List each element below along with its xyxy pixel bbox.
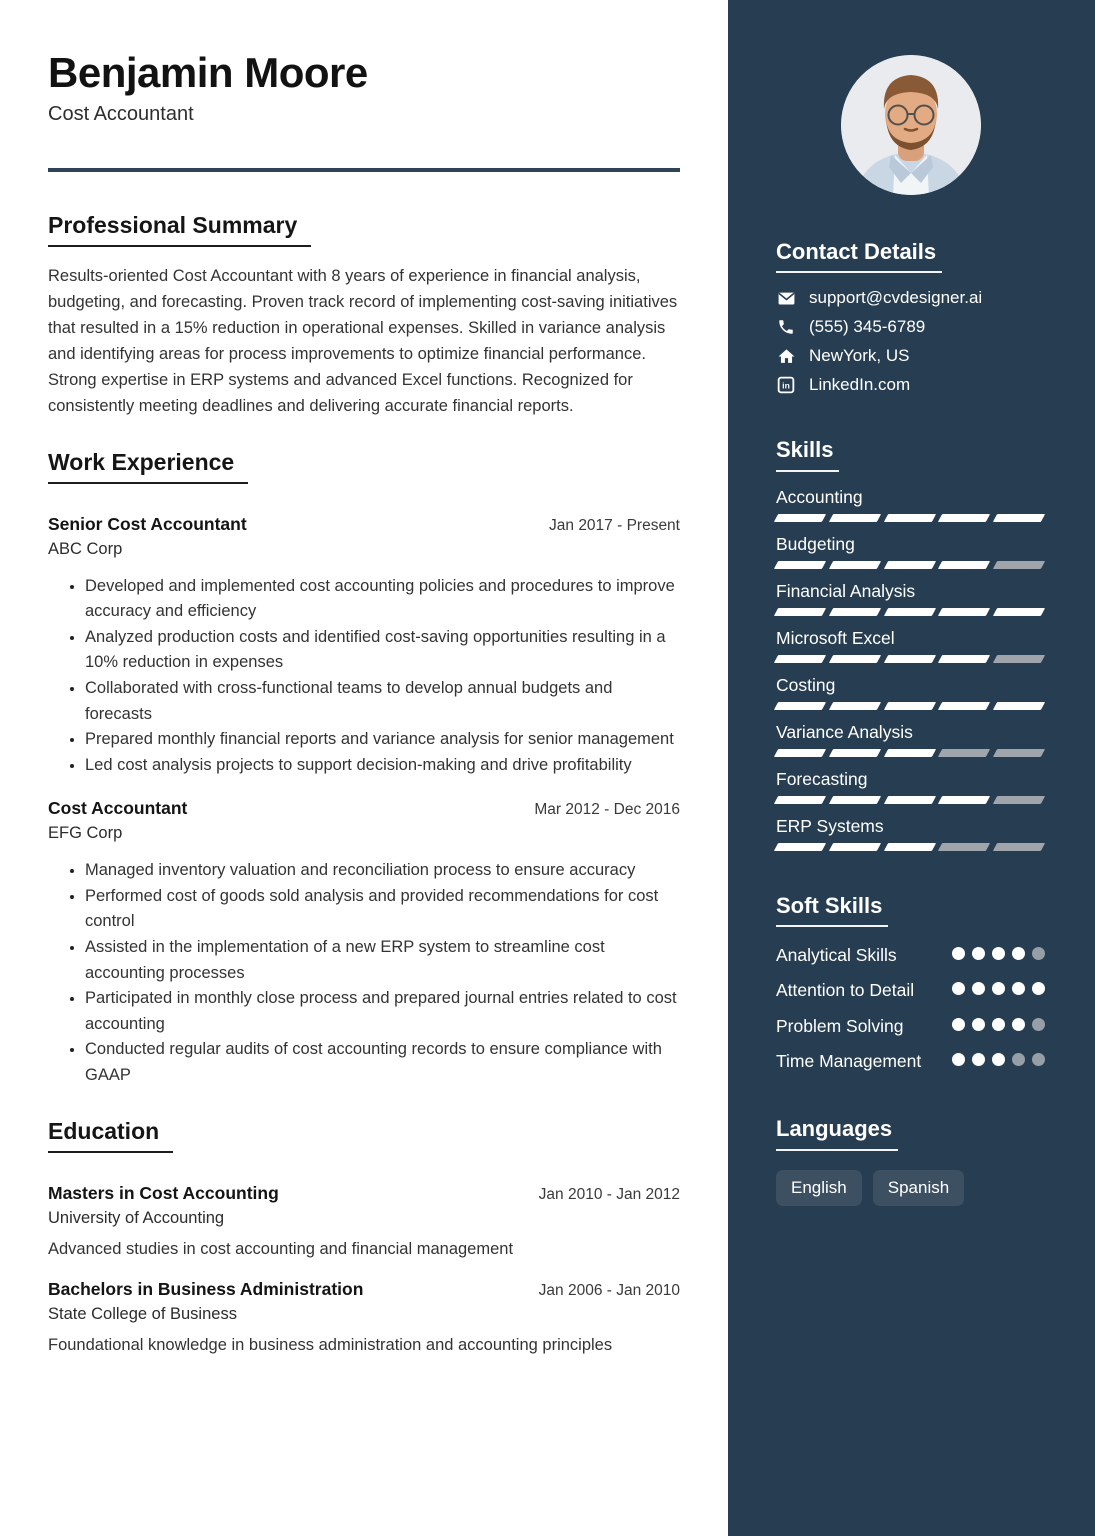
soft-skill-dot: [992, 982, 1005, 995]
skill-bar-segment: [774, 796, 826, 804]
contact-item[interactable]: [776, 346, 1045, 366]
soft-skill-dot: [992, 1018, 1005, 1031]
job-list: [48, 514, 680, 1089]
education-heading: Education: [48, 1118, 173, 1153]
skills-section: [776, 437, 1045, 850]
contact-item[interactable]: [776, 288, 1045, 308]
person-title: Cost Accountant: [48, 103, 194, 126]
skill-label: Costing: [776, 674, 836, 695]
soft-skill-dot: [1032, 1053, 1045, 1066]
soft-skill-dots: [952, 982, 1045, 995]
skill-bar-segment: [829, 843, 881, 851]
soft-skill-dot: [952, 1018, 965, 1031]
job-bullet: • Assisted in the implementation of a new ERP system to streamline cost accounting processes: [85, 935, 680, 986]
summary-section: [48, 212, 680, 419]
job-bullet: • Conducted regular audits of cost accounting records to ensure compliance with GAAP: [85, 1037, 680, 1088]
job-bullet: • Managed inventory valuation and reconciliation process to ensure accuracy: [85, 858, 680, 884]
soft-skill-dot: [1012, 947, 1025, 960]
soft-skill-dot: [992, 1053, 1005, 1066]
skill-bar-segment: [883, 561, 935, 569]
skill-bar-segment: [938, 561, 990, 569]
contact-text: support@cvdesigner.ai: [809, 288, 983, 308]
skill-item: [776, 816, 1045, 851]
skill-bar-segment: [774, 514, 826, 522]
degree-list: [48, 1183, 680, 1358]
job-dates: Mar 2012 - Dec 2016: [534, 801, 680, 819]
summary-heading: Professional Summary: [48, 212, 311, 247]
skill-bar-segment: [774, 749, 826, 757]
skill-item: [776, 628, 1045, 663]
soft-skill-dot: [1012, 1053, 1025, 1066]
skill-bar-segment: [993, 655, 1045, 663]
degree-description: Foundational knowledge in business administration and accounting principles: [48, 1335, 613, 1354]
degree-head: [48, 1279, 680, 1300]
skill-bar: [776, 749, 1043, 757]
soft-skill-dot: [952, 982, 965, 995]
phone-icon: [776, 318, 796, 336]
skill-bar: [776, 514, 1043, 522]
svg-text:in: in: [782, 380, 790, 391]
job-title: Senior Cost Accountant: [48, 513, 247, 534]
job-bullet: • Performed cost of goods sold analysis and provided recommendations for cost control: [85, 884, 680, 935]
skill-item: [776, 675, 1045, 710]
skill-label: Accounting: [776, 486, 863, 507]
soft-skill-dot: [1032, 947, 1045, 960]
job-bullet: • Led cost analysis projects to support decision-making and drive profitability: [85, 753, 680, 779]
skill-bar-segment: [883, 796, 935, 804]
soft-skill-label: Attention to Detail: [776, 980, 915, 1001]
job-entry: [48, 798, 680, 1088]
home-icon: [776, 347, 796, 366]
contact-text: LinkedIn.com: [809, 375, 911, 395]
job-dates: Jan 2017 - Present: [549, 516, 680, 534]
contact-section: [776, 239, 1045, 395]
contact-heading: Contact Details: [776, 239, 942, 273]
skill-bar-segment: [829, 608, 881, 616]
skill-bar: [776, 843, 1043, 851]
skill-bar: [776, 796, 1043, 804]
soft-skill-item: [776, 977, 1045, 1003]
skill-label: Microsoft Excel: [776, 627, 895, 648]
soft-skill-item: [776, 1048, 1045, 1074]
skill-item: [776, 722, 1045, 757]
skill-bar-segment: [938, 655, 990, 663]
soft-skill-label: Problem Solving: [776, 1015, 904, 1036]
job-bullet: • Participated in monthly close process and prepared journal entries related to cost accounting: [85, 986, 680, 1037]
skill-bar-segment: [993, 702, 1045, 710]
skill-item: [776, 769, 1045, 804]
job-company: ABC Corp: [48, 539, 123, 558]
soft-skills-list: [776, 942, 1045, 1074]
job-bullet: • Prepared monthly financial reports and variance analysis for senior management: [85, 727, 680, 753]
profile-photo: [841, 55, 981, 195]
soft-skill-item: [776, 942, 1045, 968]
skill-bar-segment: [774, 608, 826, 616]
contact-text: (555) 345-6789: [809, 317, 926, 337]
soft-skill-dot: [1012, 982, 1025, 995]
skill-bar-segment: [774, 655, 826, 663]
skill-bar-segment: [883, 749, 935, 757]
job-title: Cost Accountant: [48, 798, 188, 819]
soft-skill-dot: [992, 947, 1005, 960]
job-bullet: • Analyzed production costs and identified cost-saving opportunities resulting in a 10% reduction in expenses: [85, 625, 680, 676]
skill-bar-segment: [993, 608, 1045, 616]
degree-head: [48, 1183, 680, 1204]
skill-bar-segment: [938, 796, 990, 804]
soft-skill-dot: [972, 982, 985, 995]
soft-skill-dot: [952, 1053, 965, 1066]
soft-skill-item: [776, 1013, 1045, 1039]
contact-list: [776, 288, 1045, 395]
linkedin-icon: [776, 376, 796, 394]
contact-item[interactable]: [776, 317, 1045, 337]
degree-dates: Jan 2006 - Jan 2010: [538, 1281, 680, 1299]
soft-skill-dots: [952, 947, 1045, 960]
summary-text: Results-oriented Cost Accountant with 8 years of experience in financial analysis, budgeting, and forecasting. Proven track record of implementing cost-saving initiatives that resulted in a 15% reduction in operational expenses. Skilled in variance analysis and identifying areas for process improvements to optimize financial performance. Strong expertise in ERP systems and advanced Excel functions. Recognized for consistently meeting deadlines and delivering accurate financial reports.: [48, 266, 678, 416]
job-bullets: [48, 858, 680, 1088]
languages-list: [776, 1170, 1045, 1206]
skill-bar-segment: [883, 655, 935, 663]
soft-skill-dot: [952, 947, 965, 960]
profile-photo-illustration: [841, 55, 981, 195]
skill-bar: [776, 561, 1043, 569]
language-chip: Spanish: [873, 1170, 964, 1206]
degree-dates: Jan 2010 - Jan 2012: [538, 1185, 680, 1203]
soft-skills-heading: Soft Skills: [776, 893, 888, 927]
skill-bar: [776, 608, 1043, 616]
skill-label: Forecasting: [776, 768, 868, 789]
degree-entry: [48, 1183, 680, 1262]
soft-skill-label: Analytical Skills: [776, 945, 897, 966]
skill-item: [776, 581, 1045, 616]
soft-skill-label: Time Management: [776, 1050, 922, 1071]
skill-bar-segment: [938, 514, 990, 522]
skill-bar-segment: [829, 561, 881, 569]
skill-bar-segment: [774, 843, 826, 851]
experience-heading: Work Experience: [48, 449, 248, 484]
languages-heading: Languages: [776, 1116, 898, 1150]
resume-header: [48, 50, 680, 172]
skill-bar-segment: [829, 655, 881, 663]
contact-text: NewYork, US: [809, 346, 910, 366]
skill-bar-segment: [938, 702, 990, 710]
skills-list: [776, 487, 1045, 851]
sidebar: [728, 0, 1095, 1536]
contact-item[interactable]: [776, 375, 1045, 395]
email-icon: [776, 289, 796, 308]
skill-bar-segment: [993, 749, 1045, 757]
skill-label: Variance Analysis: [776, 721, 913, 742]
skill-bar: [776, 655, 1043, 663]
job-bullets: [48, 574, 680, 779]
soft-skill-dot: [972, 1053, 985, 1066]
education-section: [48, 1118, 680, 1357]
job-entry: [48, 514, 680, 779]
language-chip: English: [776, 1170, 862, 1206]
skills-heading: Skills: [776, 437, 839, 471]
header-divider: [48, 168, 680, 172]
job-bullet: • Collaborated with cross-functional teams to develop annual budgets and forecasts: [85, 676, 680, 727]
soft-skill-dot: [972, 947, 985, 960]
degree-description: Advanced studies in cost accounting and financial management: [48, 1239, 514, 1258]
degree-title: Masters in Cost Accounting: [48, 1182, 279, 1203]
experience-section: [48, 449, 680, 1088]
skill-label: Financial Analysis: [776, 580, 916, 601]
skill-bar-segment: [883, 702, 935, 710]
person-name: Benjamin Moore: [48, 49, 368, 96]
skill-bar-segment: [774, 561, 826, 569]
skill-bar-segment: [829, 514, 881, 522]
skill-bar-segment: [993, 561, 1045, 569]
skill-bar-segment: [829, 749, 881, 757]
soft-skill-dot: [972, 1018, 985, 1031]
soft-skill-dot: [1032, 982, 1045, 995]
skill-bar-segment: [938, 843, 990, 851]
skill-bar-segment: [829, 702, 881, 710]
skill-item: [776, 534, 1045, 569]
job-head: [48, 514, 680, 535]
job-head: [48, 798, 680, 819]
soft-skills-section: [776, 893, 1045, 1074]
soft-skill-dot: [1032, 1018, 1045, 1031]
degree-title: Bachelors in Business Administration: [48, 1278, 364, 1299]
job-company: EFG Corp: [48, 824, 123, 843]
skill-bar: [776, 702, 1043, 710]
soft-skill-dots: [952, 1018, 1045, 1031]
soft-skill-dots: [952, 1053, 1045, 1066]
skill-item: [776, 487, 1045, 522]
skill-label: Budgeting: [776, 533, 855, 554]
degree-school: State College of Business: [48, 1304, 237, 1323]
soft-skill-dot: [1012, 1018, 1025, 1031]
skill-bar-segment: [993, 843, 1045, 851]
skill-bar-segment: [993, 796, 1045, 804]
skill-label: ERP Systems: [776, 815, 884, 836]
skill-bar-segment: [883, 514, 935, 522]
skill-bar-segment: [774, 702, 826, 710]
languages-section: [776, 1116, 1045, 1205]
skill-bar-segment: [938, 608, 990, 616]
skill-bar-segment: [829, 796, 881, 804]
degree-school: University of Accounting: [48, 1208, 225, 1227]
degree-entry: [48, 1279, 680, 1358]
skill-bar-segment: [938, 749, 990, 757]
skill-bar-segment: [883, 843, 935, 851]
skill-bar-segment: [883, 608, 935, 616]
job-bullet: • Developed and implemented cost accounting policies and procedures to improve accuracy and efficiency: [85, 574, 680, 625]
skill-bar-segment: [993, 514, 1045, 522]
